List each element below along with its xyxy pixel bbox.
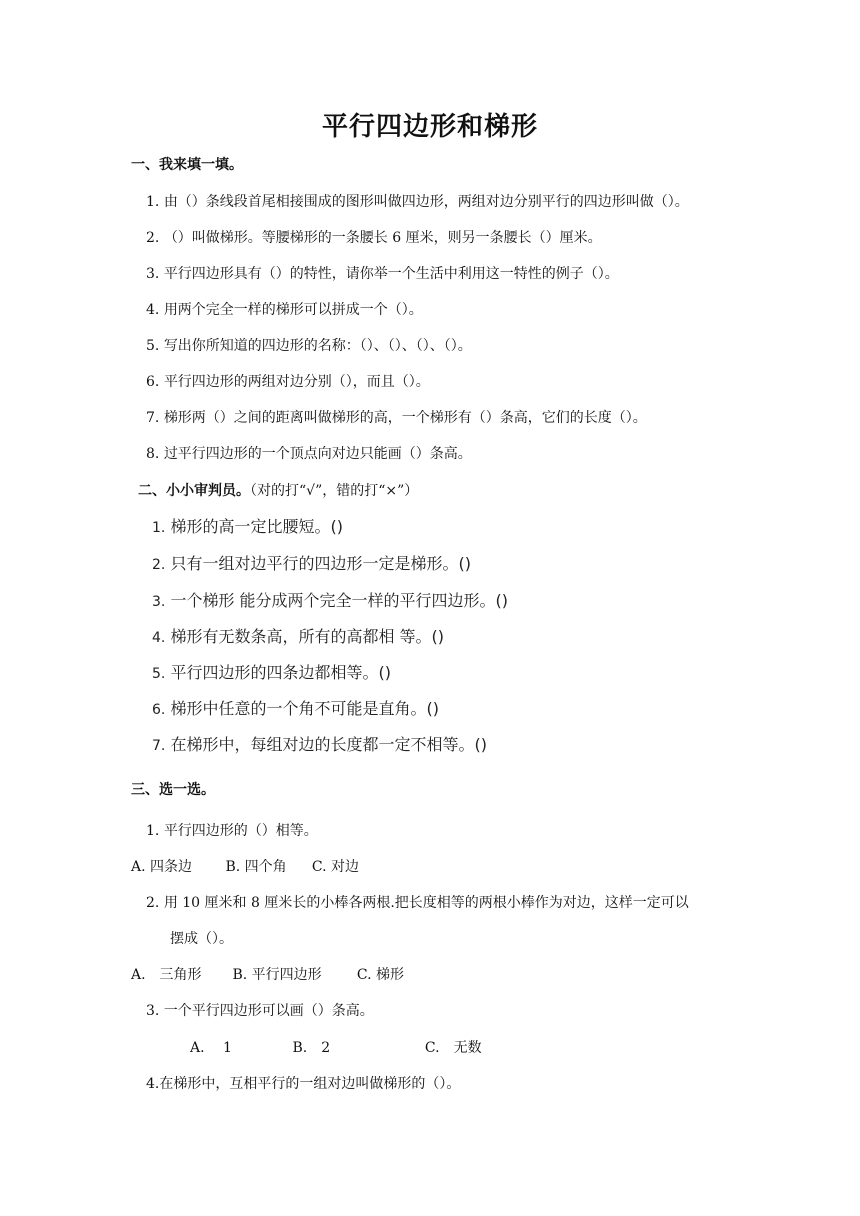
item-number: 5. (152, 666, 166, 682)
section1-item-3 (146, 263, 619, 283)
item-text: 一个梯形 能分成两个完全一样的平行四边形。() (170, 591, 509, 610)
section2-item-3 (152, 588, 508, 611)
item-number: 3. (152, 594, 166, 610)
item-number: 1. (152, 520, 166, 536)
item-number: 2. (146, 230, 160, 246)
question-number: 1. (146, 823, 160, 839)
item-text: 过平行四边形的一个顶点向对边只能画（）条高。 (163, 446, 472, 462)
item-text: 只有一组对边平行的四边形一定是梯形。() (170, 554, 471, 573)
item-text: 平行四边形的四条边都相等。() (170, 663, 391, 682)
section3-question-1-options (131, 856, 359, 876)
section2-item-2 (152, 551, 471, 574)
section2-item-4 (152, 624, 444, 647)
section1-item-4 (146, 299, 423, 319)
section1-item-1 (146, 191, 689, 211)
item-text: （）叫做梯形。等腰梯形的一条腰长 6 厘米，则另一条腰长（）厘米。 (163, 230, 602, 246)
option-b: B. 四个角 (225, 859, 287, 875)
section2-note: （对的打“√”，错的打“×”） (250, 483, 419, 499)
item-number: 5. (146, 338, 160, 354)
section1-heading: 一、我来填一填。 (131, 157, 243, 173)
item-number: 4. (152, 630, 166, 646)
item-number: 6. (152, 702, 166, 718)
option-b: B. 平行四边形 (232, 967, 322, 983)
item-text: 平行四边形的两组对边分别（），而且（）。 (163, 374, 430, 390)
item-text: 梯形的高一定比腰短。() (170, 517, 343, 536)
item-number: 7. (152, 738, 166, 754)
question-number: 2. (146, 895, 160, 911)
item-text: 梯形有无数条高，所有的高都相 等。() (170, 627, 445, 646)
section3-question-2-options (131, 964, 404, 984)
question-text: 一个平行四边形可以画（）条高。 (163, 1003, 374, 1019)
section3-question-2-continued: 摆成（）。 (170, 931, 233, 947)
section1-item-5 (146, 335, 472, 355)
item-text: 梯形中任意的一个角不可能是直角。() (170, 699, 439, 718)
section3-question-3 (146, 1000, 374, 1020)
question-text: 在梯形中，互相平行的一组对边叫做梯形的（）。 (159, 1076, 461, 1092)
item-text: 在梯形中，每组对边的长度都一定不相等。() (170, 735, 487, 754)
question-number: 4. (146, 1076, 160, 1092)
section1-item-2 (146, 227, 602, 247)
item-text: 平行四边形具有（）的特性，请你举一个生活中利用这一特性的例子（）。 (163, 266, 619, 282)
section3-question-1 (146, 820, 318, 840)
item-number: 3. (146, 266, 160, 282)
section2-title: 二、小小审判员。 (138, 483, 250, 499)
section3-question-4 (146, 1073, 460, 1093)
option-c: C. 对边 (311, 859, 360, 875)
item-text: 梯形两（）之间的距离叫做梯形的高，一个梯形有（）条高，它们的长度（）。 (163, 410, 647, 426)
section2-item-1 (152, 514, 343, 537)
option-a: A. 1 (190, 1040, 232, 1056)
section1-item-8 (146, 443, 472, 463)
section2-heading (138, 480, 418, 500)
item-number: 7. (146, 410, 160, 426)
section3-question-2 (146, 892, 689, 912)
item-number: 6. (146, 374, 160, 390)
option-a: A. 四条边 (131, 859, 193, 875)
question-number: 3. (146, 1003, 160, 1019)
question-text: 用 10 厘米和 8 厘米长的小棒各两根.把长度相等的两根小棒作为对边，这样一定可以 (163, 895, 689, 911)
item-text: 由（）条线段首尾相接围成的图形叫做四边形，两组对边分别平行的四边形叫做（）。 (163, 194, 689, 210)
item-text: 用两个完全一样的梯形可以拼成一个（）。 (163, 302, 423, 318)
section1-item-6 (146, 371, 430, 391)
item-number: 1. (146, 194, 160, 210)
section3-heading: 三、选一选。 (131, 782, 215, 798)
item-number: 2. (152, 557, 166, 573)
item-text: 写出你所知道的四边形的名称：（）、（）、（）、（）。 (163, 338, 472, 354)
option-c: C. 梯形 (356, 967, 405, 983)
item-number: 4. (146, 302, 160, 318)
section1-item-7 (146, 407, 647, 427)
item-number: 8. (146, 446, 160, 462)
option-b: B. 2 (292, 1040, 331, 1056)
section2-item-7 (152, 732, 487, 755)
option-a: A. 三角形 (131, 967, 202, 983)
question-text: 平行四边形的（）相等。 (163, 823, 318, 839)
option-c: C. 无数 (424, 1040, 482, 1056)
section2-item-6 (152, 696, 439, 719)
page-title: 平行四边形和梯形 (321, 112, 538, 142)
section2-item-5 (152, 660, 391, 683)
section3-question-3-options (190, 1037, 482, 1057)
